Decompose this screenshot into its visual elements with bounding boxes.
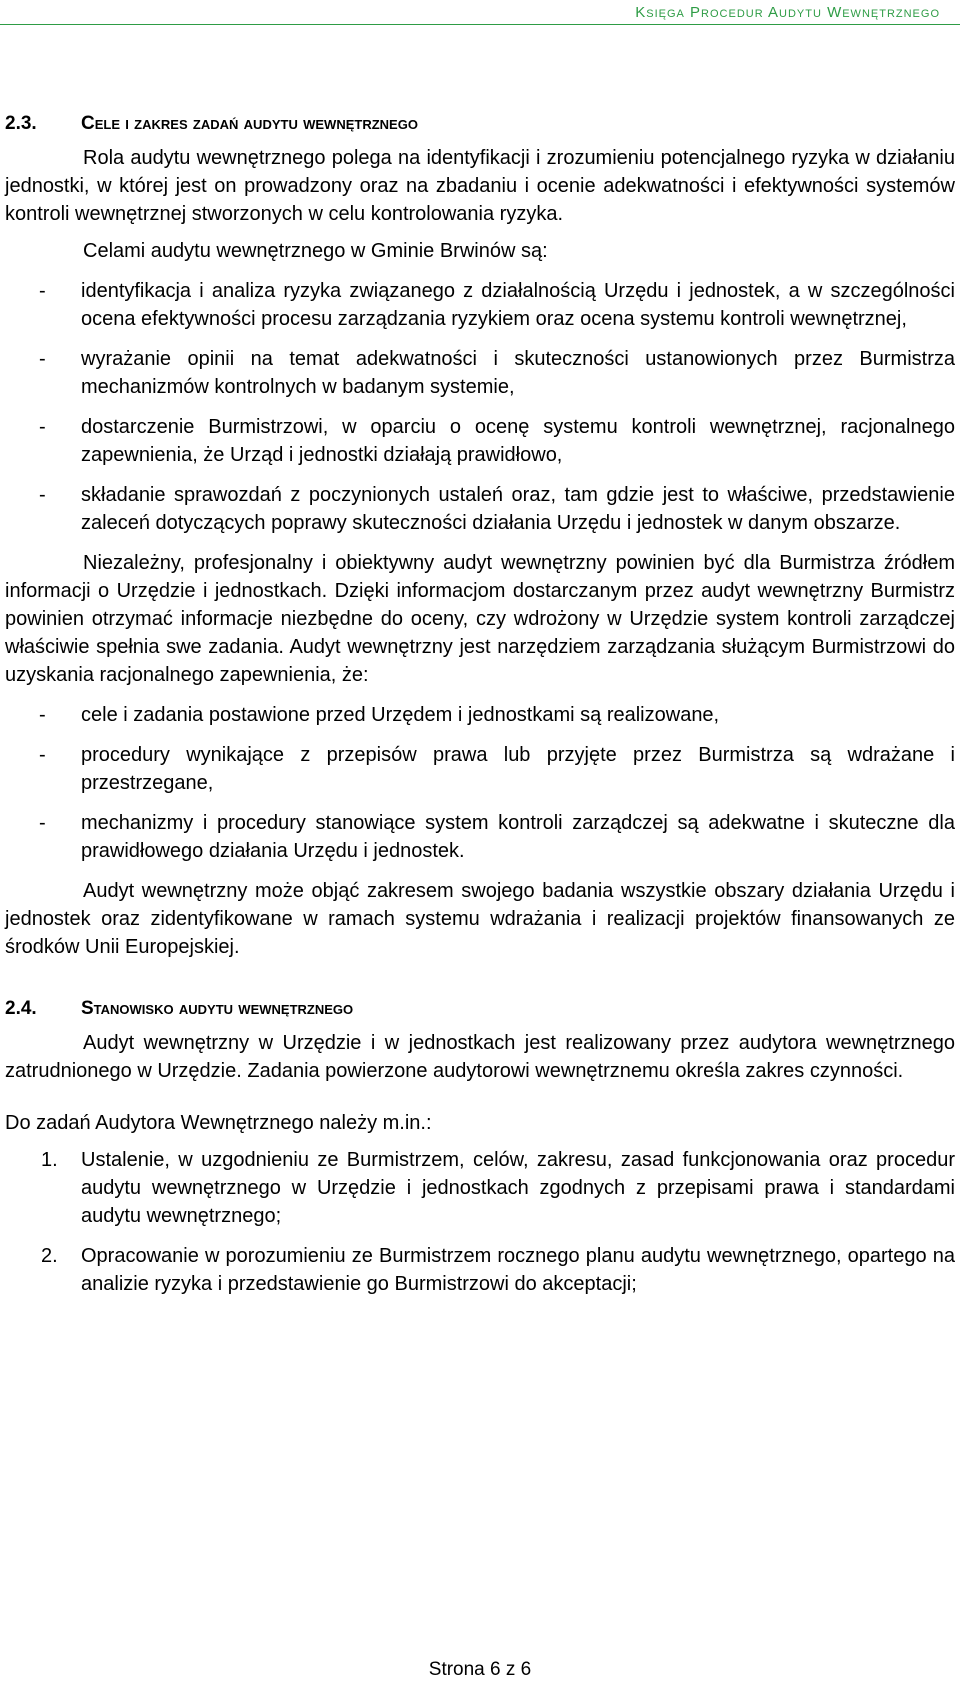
paragraph: Audyt wewnętrzny może objąć zakresem swojego badania wszystkie obszary działania Urzędu i jednostek oraz zidentyfikowane w ramach systemu wdrażania i realizacji projektów finansowanych ze środków Unii Europejskiej.	[5, 880, 955, 958]
list-item: - wyrażanie opinii na temat adekwatności i skuteczności ustanowionych przez Burmistrza mechanizmów kontrolnych w badanym systemie,	[5, 345, 955, 401]
goals-list	[5, 277, 955, 537]
page-number: Strona 6 z 6	[428, 1659, 532, 1680]
list-text: Opracowanie w porozumieniu ze Burmistrzem rocznego planu audytu wewnętrznego, opartego na analizie ryzyka i przedstawienie go Burmistrzowi do akceptacji;	[81, 1245, 955, 1295]
duties-list	[5, 1146, 955, 1298]
paragraph: Niezależny, profesjonalny i obiektywny audyt wewnętrzny powinien być dla Burmistrza źródłem informacji o Urzędzie i jednostkach. Dzięki informacjom dostarczanym przez audyt wewnętrzny Burmistrz powinien otrzymać informacje niezbędne do oceny, czy wdrożony w Urzędzie system kontroli zarządczej właściwie spełnia swe zadania. Audyt wewnętrzny jest narzędziem zarządzania służącym Burmistrzowi do uzyskania racjonalnego zapewnienia, że:	[5, 552, 955, 686]
section-number: 2.4.	[5, 998, 37, 1019]
list-item: - dostarczenie Burmistrzowi, w oparciu o ocenę systemu kontroli wewnętrznej, racjonalnego zapewnienia, że Urząd i jednostki działają prawidłowo,	[5, 413, 955, 469]
section-title: Stanowisko audytu wewnętrznego	[81, 998, 354, 1019]
assurances-list	[5, 701, 955, 865]
list-number: 2.	[41, 1245, 58, 1267]
header-rule	[0, 24, 960, 25]
list-item	[5, 1242, 955, 1298]
paragraph: Audyt wewnętrzny w Urzędzie i w jednostkach jest realizowany przez audytora wewnętrznego zatrudnionego w Urzędzie. Zadania powierzone audytorowi wewnętrznemu określa zakres czynności.	[5, 1032, 955, 1082]
list-text: Ustalenie, w uzgodnieniu ze Burmistrzem, celów, zakresu, zasad funkcjonowania oraz procedur audytu wewnętrznego w Urzędzie i jednostkach zgodnych z przepisami prawa i standardami audytu wewnętrznego;	[81, 1149, 955, 1227]
list-item: - cele i zadania postawione przed Urzędem i jednostkami są realizowane,	[5, 701, 955, 729]
document-body	[5, 98, 955, 1298]
list-number: 1.	[41, 1149, 58, 1171]
section-title: Cele i zakres zadań audytu wewnętrznego	[81, 113, 418, 134]
section-heading-2-3	[5, 110, 955, 136]
page-footer	[0, 1659, 960, 1681]
section-number: 2.3.	[5, 113, 37, 134]
list-item: - identyfikacja i analiza ryzyka związanego z działalnością Urzędu i jednostek, a w szczególności ocena efektywności procesu zarządzania ryzykiem oraz ocena systemu kontroli wewnętrznej,	[5, 277, 955, 333]
list-item	[5, 1146, 955, 1230]
section-heading-2-4	[5, 995, 955, 1021]
list-item: - składanie sprawozdań z poczynionych ustaleń oraz, tam gdzie jest to właściwe, przedstawienie zaleceń dotyczących poprawy skuteczności działania Urzędu i jednostek w danym obszarze.	[5, 481, 955, 537]
list-item: - mechanizmy i procedury stanowiące system kontroli zarządczej są adekwatne i skuteczne dla prawidłowego działania Urzędu i jednostek.	[5, 809, 955, 865]
running-title: Księga Procedur Audytu Wewnętrznego	[635, 4, 940, 21]
paragraph: Rola audytu wewnętrznego polega na identyfikacji i zrozumieniu potencjalnego ryzyka w działaniu jednostki, w której jest on prowadzony oraz na zbadaniu i ocenie adekwatności i efektywności systemów kontroli wewnętrznej stworzonych w celu kontrolowania ryzyka.	[5, 147, 955, 225]
list-item: - procedury wynikające z przepisów prawa lub przyjęte przez Burmistrza są wdrażane i przestrzegane,	[5, 741, 955, 797]
running-header	[0, 4, 960, 22]
goals-intro: Celami audytu wewnętrznego w Gminie Brwinów są:	[83, 240, 548, 262]
duties-intro: Do zadań Audytora Wewnętrznego należy m.in.:	[5, 1112, 432, 1134]
